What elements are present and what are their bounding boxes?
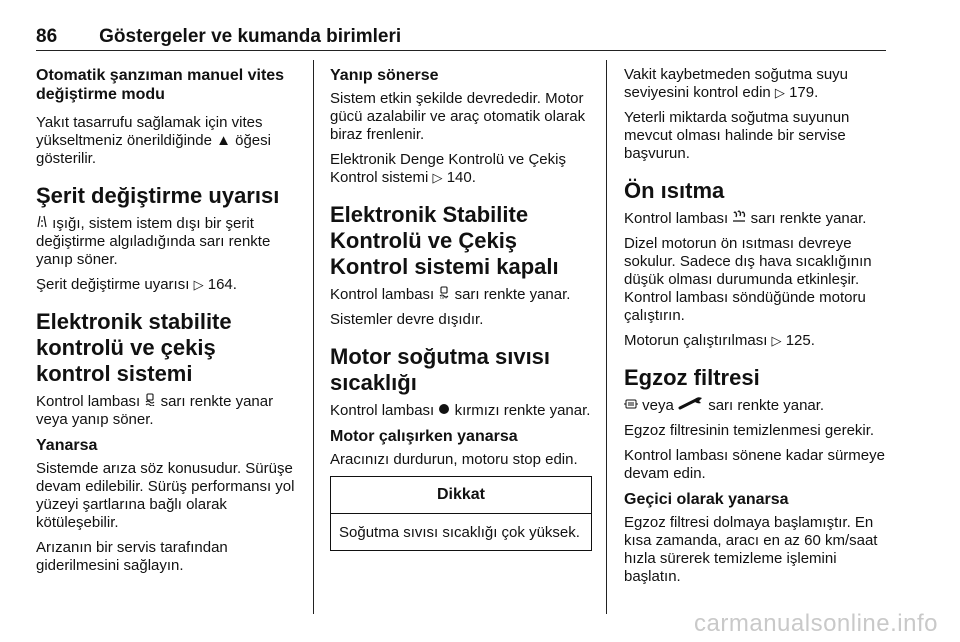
paragraph: Sistemde arıza söz konusudur. Sürüşe devam edilebilir. Sürüş performansı yol yüzeyi şartlarına bağlı olarak kötüleşebilir. <box>36 460 295 531</box>
wrench-icon <box>678 396 704 414</box>
glow-plug-icon <box>732 209 746 227</box>
paragraph: Elektronik Denge Kontrolü ve Çekiş Kontrol sistemi ▷ 140. <box>330 151 566 186</box>
page-number: 86 <box>36 26 58 47</box>
paragraph: veya sarı renkte yanar. <box>624 396 888 415</box>
column-1 <box>36 66 296 582</box>
column-divider <box>606 60 607 614</box>
heading-esc: Elektronik stabilite kontrolü ve çekiş kontrol sistemi <box>36 309 232 386</box>
exhaust-filter-icon <box>624 396 638 414</box>
column-2 <box>330 66 592 551</box>
paragraph: Yakıt tasarrufu sağlamak için vites yükseltmeniz önerildiğinde ▲ öğesi gösterilir. <box>36 114 271 167</box>
page-reference-icon: ▷ <box>193 277 204 292</box>
paragraph: Sistemler devre dışıdır. <box>330 311 484 328</box>
paragraph: Şerit değiştirme uyarısı ▷ 164. <box>36 276 237 293</box>
paragraph: Sistem etkin şekilde devrededir. Motor gücü azalabilir ve araç otomatik olarak biraz frenlenir. <box>330 90 586 143</box>
heading-auto-shift: Otomatik şanzıman manuel vites değiştirme modu <box>36 67 285 103</box>
svg-text:OFF: OFF <box>440 295 449 299</box>
paragraph: Aracınızı durdurun, motoru stop edin. <box>330 451 578 468</box>
page-reference-icon: ▷ <box>771 333 782 348</box>
page-title: Göstergeler ve kumanda birimleri <box>99 26 402 47</box>
paragraph: Motorun çalıştırılması ▷ 125. <box>624 332 815 349</box>
heading-if-flashing: Yanıp sönerse <box>330 67 439 84</box>
heading-coolant: Motor soğutma sıvısı sıcaklığı <box>330 344 551 395</box>
paragraph: Kontrol lambası sarı renkte yanar veya yanıp söner. <box>36 393 274 428</box>
page-header <box>36 26 886 51</box>
paragraph: Vakit kaybetmeden soğutma suyu seviyesini kontrol edin ▷ 179. <box>624 66 849 101</box>
heading-preheat: Ön ısıtma <box>624 178 725 203</box>
page-reference-icon: ▷ <box>774 85 785 100</box>
coolant-dot-icon <box>438 401 450 419</box>
lane-departure-icon <box>36 214 48 232</box>
esc-off-icon <box>438 285 450 303</box>
paragraph: Kontrol lambası sarı renkte yanar. <box>624 210 867 227</box>
esc-icon <box>144 392 156 410</box>
paragraph: Dizel motorun ön ısıtması devreye sokulur. Sadece dış hava sıcaklığının düşük olması durumunda etkinleşir. Kontrol lambası söndüğünde motoru çalıştırın. <box>624 235 872 324</box>
warning-body: Soğutma sıvısı sıcaklığı çok yüksek. <box>339 524 580 541</box>
column-divider <box>313 60 314 614</box>
paragraph: Egzoz filtresi dolmaya başlamıştır. En kısa zamanda, aracı en az 60 km/saat hızla sürerek temizleme işlemini başlatın. <box>624 514 878 585</box>
watermark: carmanualsonline.info <box>694 610 938 637</box>
paragraph: Arızanın bir servis tarafından giderilmesini sağlayın. <box>36 539 228 574</box>
heading-lane-warning: Şerit değiştirme uyarısı <box>36 183 280 208</box>
paragraph: Kontrol lambası kırmızı renkte yanar. <box>330 402 591 419</box>
paragraph: Kontrol lambası sönene kadar sürmeye devam edin. <box>624 447 885 482</box>
heading-exhaust-filter: Egzoz filtresi <box>624 365 760 390</box>
column-3 <box>624 66 888 593</box>
heading-if-lit: Yanarsa <box>36 437 98 454</box>
page-reference-icon: ▷ <box>432 170 443 185</box>
warning-box <box>330 476 592 551</box>
heading-esc-off: Elektronik Stabilite Kontrolü ve Çekiş Kontrol sistemi kapalı <box>330 202 559 279</box>
warning-title: Dikkat <box>331 477 591 514</box>
heading-while-running: Motor çalışırken yanarsa <box>330 428 518 445</box>
paragraph: Yeterli miktarda soğutma suyunun mevcut olması halinde bir servise başvurun. <box>624 109 850 162</box>
heading-temporarily-lit: Geçici olarak yanarsa <box>624 491 789 508</box>
paragraph: ışığı, sistem istem dışı bir şerit değiştirme algıladığında sarı renkte yanıp söner. <box>36 215 271 268</box>
paragraph: Kontrol lambası OFF sarı renkte yanar. <box>330 286 571 303</box>
paragraph: Egzoz filtresinin temizlenmesi gerekir. <box>624 422 875 439</box>
